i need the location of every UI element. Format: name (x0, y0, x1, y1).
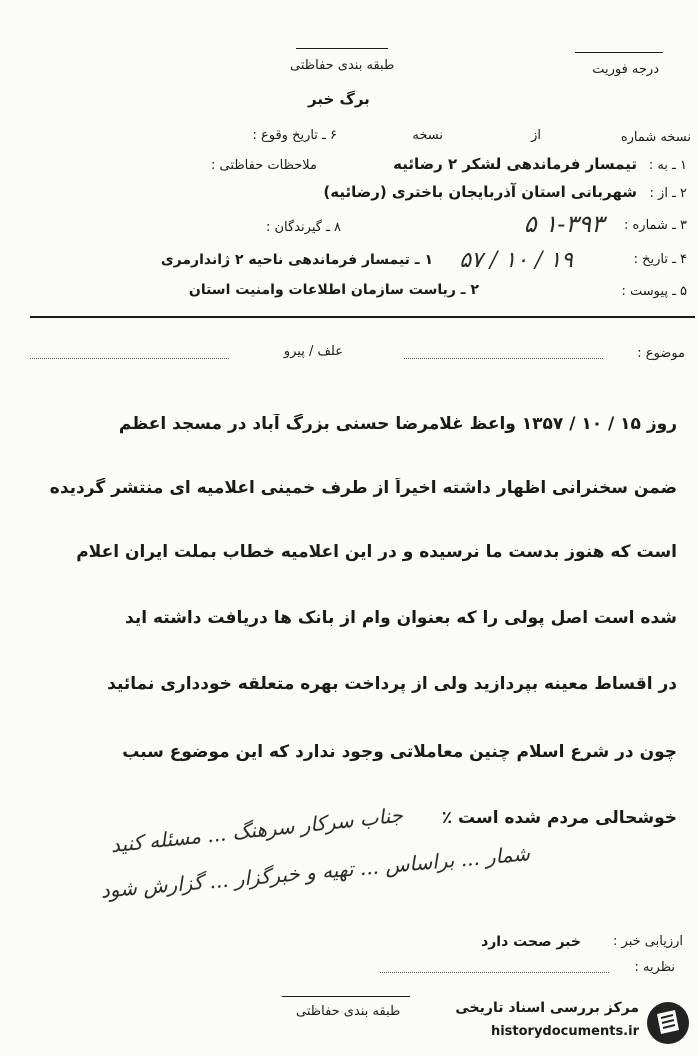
recipient-1: ۱ ـ تیمسار فرماندهی ناحیه ۲ ژاندارمری (160, 252, 433, 268)
subject-dotted-line (404, 358, 603, 359)
opinion-dotted-line (380, 972, 609, 973)
occurrence-date-label: ۶ ـ تاریخ وقوع : (252, 128, 337, 143)
protection-notes-label: ملاحظات حفاظتی : (211, 158, 317, 173)
header-divider (296, 48, 388, 49)
field-attachment-label: ۵ ـ پیوست : (621, 284, 687, 299)
opinion-label: نظریه : (634, 960, 675, 975)
classification-header: طبقه بندی حفاظتی (290, 58, 395, 73)
field-to-label: ۱ ـ به : (648, 158, 687, 173)
watermark-name: مرکز بررسی اسناد تاریخی (455, 1000, 639, 1016)
field-from-label: ۲ ـ از : (649, 186, 687, 201)
body-line-5: در اقساط معینه بپردازید ولی از پرداخت بهره متعلقه خودداری نمائید (107, 674, 677, 694)
document-type-title: برگ خبر (308, 90, 370, 108)
copy-label: نسخه (412, 128, 443, 143)
subject-label: موضوع : (637, 346, 685, 361)
copy-number-label: نسخه شماره (620, 130, 691, 145)
body-line-3: است که هنوز بدست ما نرسیده و در این اعلامیه خطاب بملت ایران اعلام (76, 542, 677, 562)
evaluation-label: ارزیابی خبر : (613, 934, 683, 949)
recipients-label: ۸ ـ گیرندگان : (266, 220, 341, 235)
field-from-value: شهربانی استان آذربایجان باختری (رضائیه) (323, 183, 637, 201)
priority-divider (575, 52, 663, 53)
from-label: از (531, 128, 541, 143)
field-number-value: ۱-۳۹۳ ۵ (523, 210, 604, 238)
evaluation-value: خبر صحت دارد (481, 934, 581, 950)
watermark-url: historydocuments.ir (490, 1024, 639, 1039)
subject-value: علف / پیرو (283, 344, 343, 359)
handwritten-note-line-2: شمار ... براساس ... تهیه و خبرگزار ... گزارش شود (99, 841, 531, 903)
field-date-label: ۴ ـ تاریخ : (633, 252, 687, 267)
footer-divider (282, 996, 410, 997)
body-line-1: روز ۱۵ / ۱۰ / ۱۳۵۷ واعظ غلامرضا حسنی بزرگ آباد در مسجد اعظم (118, 414, 677, 434)
body-line-6: چون در شرع اسلام چنین معاملاتی وجود ندارد که این موضوع سبب (122, 742, 677, 762)
field-to-value: تیمسار فرماندهی لشکر ۲ رضائیه (393, 155, 637, 173)
body-line-4: شده است اصل پولی را که بعنوان وام از بانک ها دریافت داشته اید (125, 608, 677, 628)
priority-label: درجه فوریت (592, 62, 659, 77)
archive-logo-icon (645, 1000, 691, 1046)
field-number-label: ۳ ـ شماره : (623, 218, 687, 233)
classification-footer: طبقه بندی حفاظتی (296, 1004, 401, 1019)
archive-watermark (455, 996, 691, 1052)
subject-dotted-line-left (30, 358, 229, 359)
recipient-2: ۲ ـ ریاست سازمان اطلاعات وامنیت استان (188, 282, 479, 298)
field-date-value: ۱۹ / ۱۰ / ۵۷ (459, 248, 573, 273)
fields-divider (30, 316, 695, 318)
body-line-2: ضمن سخنرانی اظهار داشته اخیراً از طرف خمینی اعلامیه ای منتشر گردیده (49, 478, 677, 498)
body-line-7: خوشحالی مردم شده است ٪ (441, 808, 677, 828)
handwritten-note-line-1: جناب سرکار سرهنگ ... مسئله کنید (109, 802, 404, 858)
